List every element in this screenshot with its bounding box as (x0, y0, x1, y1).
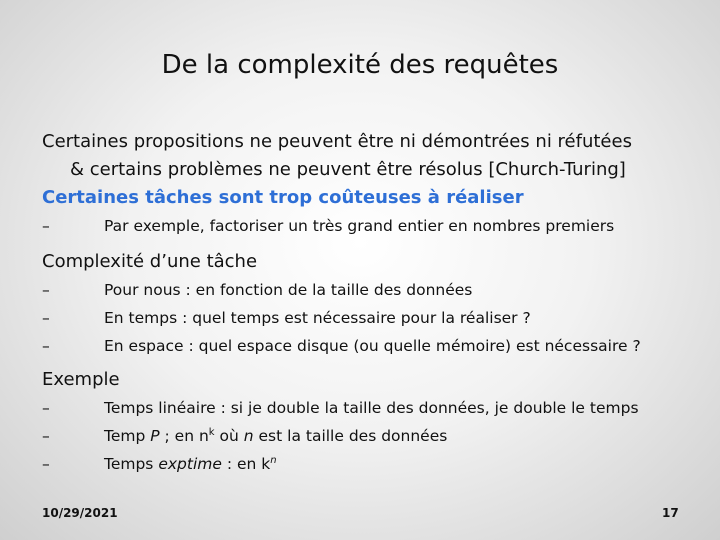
dash-marker: – (42, 217, 50, 235)
dash-marker: – (42, 337, 50, 355)
page-number: 17 (662, 506, 679, 520)
bullet-costly-tasks: Certaines tâches sont trop coûteuses à réaliser (42, 187, 524, 208)
sub-bullet-exptime (42, 450, 702, 478)
sub-bullet-for-us (42, 276, 702, 304)
footer-date: 10/29/2021 (42, 506, 118, 520)
sub-bullet-space (42, 332, 702, 360)
sub-bullet-text: En temps : quel temps est nécessaire pour la réaliser ? (104, 309, 531, 327)
slide-body (42, 128, 702, 478)
bullet-propositions-continued: & certains problèmes ne peuvent être résolus [Church-Turing] (70, 159, 626, 180)
sub-bullet-temp-p (42, 422, 702, 450)
dash-marker: – (42, 455, 50, 473)
bullet-complexity-heading: Complexité d’une tâche (42, 251, 258, 272)
sub-bullet-factorisation (42, 212, 702, 240)
sub-bullet-text: Pour nous : en fonction de la taille des données (104, 281, 473, 299)
dash-marker: – (42, 281, 50, 299)
dash-marker: – (42, 309, 50, 327)
sub-bullet-linear-time (42, 394, 702, 422)
dash-marker: – (42, 399, 50, 417)
bullet-propositions: Certaines propositions ne peuvent être ni démontrées ni réfutées (42, 131, 632, 152)
slide-title: De la complexité des requêtes (161, 50, 559, 80)
sub-bullet-text: En espace : quel espace disque (ou quelle mémoire) est nécessaire ? (104, 337, 641, 355)
sub-bullet-time (42, 304, 702, 332)
sub-bullet-text: Temps exptime : en $k^n$ (104, 454, 277, 473)
sub-bullet-text: Temps linéaire : si je double la taille des données, je double le temps (104, 399, 639, 417)
dash-marker: – (42, 427, 50, 445)
sub-bullet-text: Temp P ; en $n^k$ où n est la taille des données (104, 426, 448, 445)
sub-bullet-text: Par exemple, factoriser un très grand entier en nombres premiers (104, 217, 615, 235)
bullet-example-heading: Exemple (42, 369, 120, 390)
